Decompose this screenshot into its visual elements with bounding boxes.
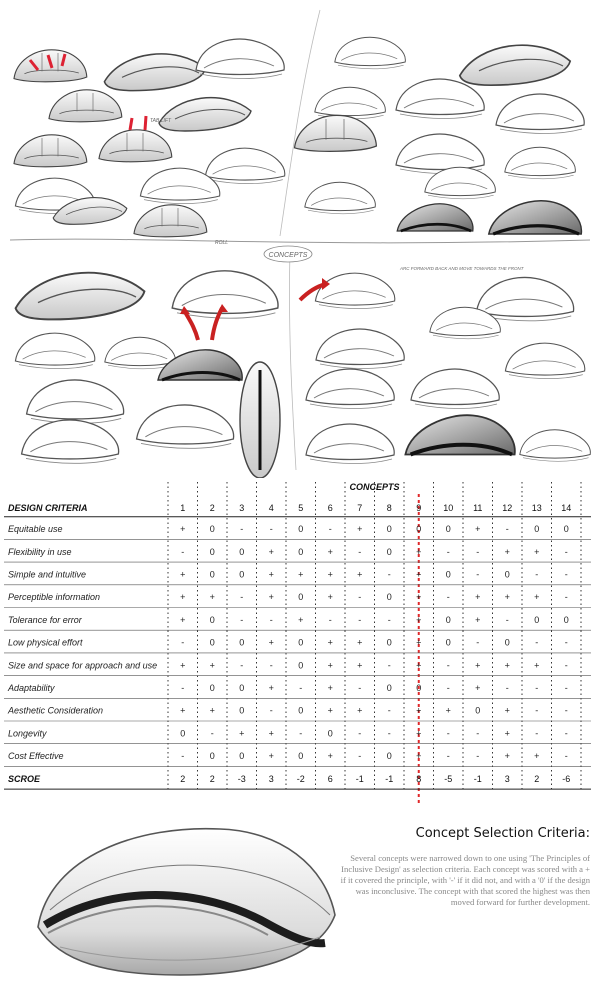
score-cell: - [476, 728, 480, 739]
concept-number-13: 13 [531, 503, 542, 514]
concept-number-4: 4 [268, 503, 274, 514]
score-cell: - [564, 592, 568, 603]
concept-number-7: 7 [357, 503, 363, 514]
criteria-label: Longevity [8, 728, 47, 739]
score-cell: - [269, 524, 273, 535]
score-total: 3 [268, 773, 274, 784]
concept-number-5: 5 [298, 503, 304, 514]
score-cell: + [504, 728, 510, 739]
score-cell: 0 [209, 569, 215, 580]
score-cell: + [180, 569, 186, 580]
score-cell: - [564, 683, 568, 694]
score-cell: + [268, 592, 274, 603]
score-cell: + [327, 546, 333, 557]
score-total: -3 [237, 773, 246, 784]
criteria-label: Perceptible information [8, 592, 101, 603]
score-cell: + [475, 683, 481, 694]
score-cell: + [416, 705, 422, 716]
sketch-note-tab: TAB LIFT [150, 118, 172, 124]
concept-number-14: 14 [561, 503, 572, 514]
criteria-label: Simple and intuitive [8, 569, 87, 580]
score-cell: - [535, 705, 539, 716]
score-cell: + [416, 569, 422, 580]
concept-number-2: 2 [209, 503, 215, 514]
score-cell: + [268, 637, 274, 648]
score-cell: - [446, 546, 450, 557]
score-cell: - [564, 751, 568, 762]
score-cell: + [180, 660, 186, 671]
caption-title: Concept Selection Criteria: [415, 826, 590, 841]
score-cell: - [505, 683, 509, 694]
score-cell: - [446, 751, 450, 762]
score-total: 3 [504, 773, 510, 784]
score-total: 6 [327, 773, 333, 784]
caption-block [340, 826, 590, 908]
final-concept-render [20, 815, 350, 985]
score-cell: + [209, 705, 215, 716]
score-cell: - [387, 569, 391, 580]
score-cell: + [416, 614, 422, 625]
score-total: 2 [209, 773, 215, 784]
score-cell: + [534, 592, 540, 603]
score-cell: - [387, 705, 391, 716]
score-cell: - [358, 683, 362, 694]
score-cell: + [475, 614, 481, 625]
caption-body: Several concepts were narrowed down to one using 'The Principles of Inclusive Design' as selection criteria. Each concept was scored with a + if it covered the principle, with '-' if it did not, and with a '0' if the design was inconclusive. The concept with that scored the highest was then moved forward for further development. [340, 853, 590, 907]
score-cell: + [357, 637, 363, 648]
concept-number-10: 10 [443, 503, 454, 514]
score-cell: - [476, 569, 480, 580]
concept-scoring-matrix [0, 478, 600, 808]
score-cell: + [298, 614, 304, 625]
score-cell: 0 [209, 751, 215, 762]
score-cell: + [268, 569, 274, 580]
concept-number-6: 6 [327, 503, 333, 514]
criteria-label: Size and space for approach and use [8, 660, 158, 671]
score-cell: - [181, 546, 185, 557]
sketch-note-roll: ROLL [215, 240, 229, 246]
score-total: 2 [180, 773, 186, 784]
score-cell: 0 [298, 660, 304, 671]
concept-number-3: 3 [239, 503, 245, 514]
score-total: -5 [444, 773, 453, 784]
score-cell: 0 [180, 728, 186, 739]
score-cell: 0 [386, 751, 392, 762]
score-cell: - [564, 660, 568, 671]
score-cell: - [240, 614, 244, 625]
score-cell: 0 [504, 637, 510, 648]
score-cell: - [564, 637, 568, 648]
score-cell: - [446, 728, 450, 739]
score-cell: - [564, 705, 568, 716]
score-cell: 0 [386, 592, 392, 603]
score-cell: - [240, 524, 244, 535]
concept-number-9: 9 [416, 503, 422, 514]
criteria-label: Equitable use [8, 524, 63, 535]
score-cell: 0 [386, 524, 392, 535]
score-cell: + [416, 637, 422, 648]
score-cell: - [564, 546, 568, 557]
score-cell: 0 [386, 637, 392, 648]
score-cell: + [445, 705, 451, 716]
score-cell: + [416, 660, 422, 671]
criteria-label: Tolerance for error [8, 614, 82, 625]
score-cell: + [504, 751, 510, 762]
score-cell: + [327, 637, 333, 648]
score-cell: 0 [416, 683, 422, 694]
score-cell: + [268, 546, 274, 557]
score-cell: + [180, 705, 186, 716]
score-cell: + [475, 660, 481, 671]
score-cell: 0 [534, 614, 540, 625]
score-cell: - [446, 660, 450, 671]
score-cell: 0 [298, 592, 304, 603]
score-cell: - [328, 614, 332, 625]
score-cell: 0 [209, 614, 215, 625]
score-cell: + [239, 728, 245, 739]
concept-number-1: 1 [180, 503, 186, 514]
score-cell: 0 [298, 524, 304, 535]
score-cell: 0 [475, 705, 481, 716]
score-cell: + [416, 546, 422, 557]
score-cell: 0 [298, 637, 304, 648]
score-cell: - [181, 683, 185, 694]
score-cell: + [327, 705, 333, 716]
score-cell: 0 [563, 614, 569, 625]
concepts-header: CONCEPTS [349, 482, 400, 492]
score-cell: 0 [298, 751, 304, 762]
score-cell: - [181, 637, 185, 648]
score-cell: - [446, 683, 450, 694]
score-cell: + [327, 660, 333, 671]
score-cell: - [358, 728, 362, 739]
score-cell: - [476, 546, 480, 557]
score-total: 2 [534, 773, 540, 784]
score-cell: + [504, 660, 510, 671]
design-criteria-header: DESIGN CRITERIA [8, 503, 88, 514]
score-cell: - [358, 751, 362, 762]
score-cell: + [504, 705, 510, 716]
score-total: -1 [473, 773, 482, 784]
score-cell: + [416, 728, 422, 739]
sketch-section-label: CONCEPTS [268, 252, 308, 259]
score-cell: + [327, 683, 333, 694]
score-cell: + [475, 592, 481, 603]
score-cell: - [181, 751, 185, 762]
criteria-label: Aesthetic Consideration [8, 705, 104, 716]
score-cell: + [298, 569, 304, 580]
score-cell: 0 [239, 751, 245, 762]
score-cell: 0 [239, 569, 245, 580]
score-cell: 0 [239, 637, 245, 648]
score-cell: 0 [209, 524, 215, 535]
score-cell: - [240, 660, 244, 671]
criteria-label: Flexibility in use [8, 546, 72, 557]
score-cell: + [416, 751, 422, 762]
score-cell: - [269, 705, 273, 716]
score-cell: 0 [534, 524, 540, 535]
score-cell: + [357, 524, 363, 535]
score-cell: 0 [386, 546, 392, 557]
score-cell: 0 [298, 546, 304, 557]
score-cell: + [268, 751, 274, 762]
score-cell: 0 [386, 683, 392, 694]
score-cell: - [299, 728, 303, 739]
score-cell: - [210, 728, 214, 739]
concept-number-8: 8 [386, 503, 392, 514]
score-cell: + [268, 728, 274, 739]
score-cell: + [504, 592, 510, 603]
score-cell: - [358, 546, 362, 557]
score-cell: 0 [298, 705, 304, 716]
score-cell: - [476, 751, 480, 762]
score-cell: - [564, 569, 568, 580]
score-cell: + [534, 660, 540, 671]
concept-number-12: 12 [502, 503, 513, 514]
score-total: -1 [355, 773, 364, 784]
score-cell: + [534, 546, 540, 557]
score-cell: 0 [209, 546, 215, 557]
score-cell: + [209, 660, 215, 671]
concept-number-11: 11 [473, 503, 483, 514]
score-cell: + [475, 524, 481, 535]
criteria-label: Low physical effort [8, 637, 83, 648]
score-total: -2 [296, 773, 305, 784]
score-cell: - [240, 592, 244, 603]
score-cell: 0 [563, 524, 569, 535]
score-cell: - [476, 637, 480, 648]
score-cell: - [269, 614, 273, 625]
score-cell: + [180, 614, 186, 625]
score-cell: - [535, 728, 539, 739]
concept-sketch-sheet [0, 0, 600, 478]
score-cell: + [357, 660, 363, 671]
score-cell: + [327, 592, 333, 603]
score-cell: - [446, 592, 450, 603]
score-cell: - [299, 683, 303, 694]
score-cell: 0 [445, 637, 451, 648]
score-cell: - [269, 660, 273, 671]
score-cell: 0 [327, 728, 333, 739]
score-cell: + [534, 751, 540, 762]
score-cell: 0 [239, 705, 245, 716]
score-cell: + [180, 524, 186, 535]
score-cell: 0 [445, 614, 451, 625]
score-cell: 0 [239, 546, 245, 557]
score-cell: - [358, 614, 362, 625]
score-cell: + [327, 751, 333, 762]
score-cell: + [504, 546, 510, 557]
score-cell: + [268, 683, 274, 694]
score-total: -1 [385, 773, 394, 784]
score-total: -6 [562, 773, 571, 784]
score-cell: - [387, 728, 391, 739]
score-cell: - [387, 660, 391, 671]
score-total: 8 [416, 773, 422, 784]
score-cell: - [358, 592, 362, 603]
score-cell: - [505, 614, 509, 625]
score-cell: - [535, 637, 539, 648]
score-cell: + [327, 569, 333, 580]
score-cell: 0 [416, 524, 422, 535]
score-cell: 0 [445, 569, 451, 580]
score-cell: - [535, 683, 539, 694]
score-cell: 0 [504, 569, 510, 580]
score-cell: 0 [209, 637, 215, 648]
score-cell: + [357, 569, 363, 580]
score-cell: - [328, 524, 332, 535]
score-cell: 0 [209, 683, 215, 694]
score-cell: 0 [239, 683, 245, 694]
score-cell: - [387, 614, 391, 625]
score-cell: - [535, 569, 539, 580]
criteria-label: Adaptability [8, 683, 55, 694]
score-cell: + [180, 592, 186, 603]
score-cell: - [505, 524, 509, 535]
score-cell: + [416, 592, 422, 603]
score-label: SCROE [8, 773, 41, 784]
score-cell: + [209, 592, 215, 603]
criteria-label: Cost Effective [8, 751, 64, 762]
score-cell: 0 [445, 524, 451, 535]
score-cell: + [357, 705, 363, 716]
score-cell: - [564, 728, 568, 739]
sketch-note-arc: ARC FORWARD BACK AND MOVE TOWARDS THE FRONT [400, 266, 524, 271]
